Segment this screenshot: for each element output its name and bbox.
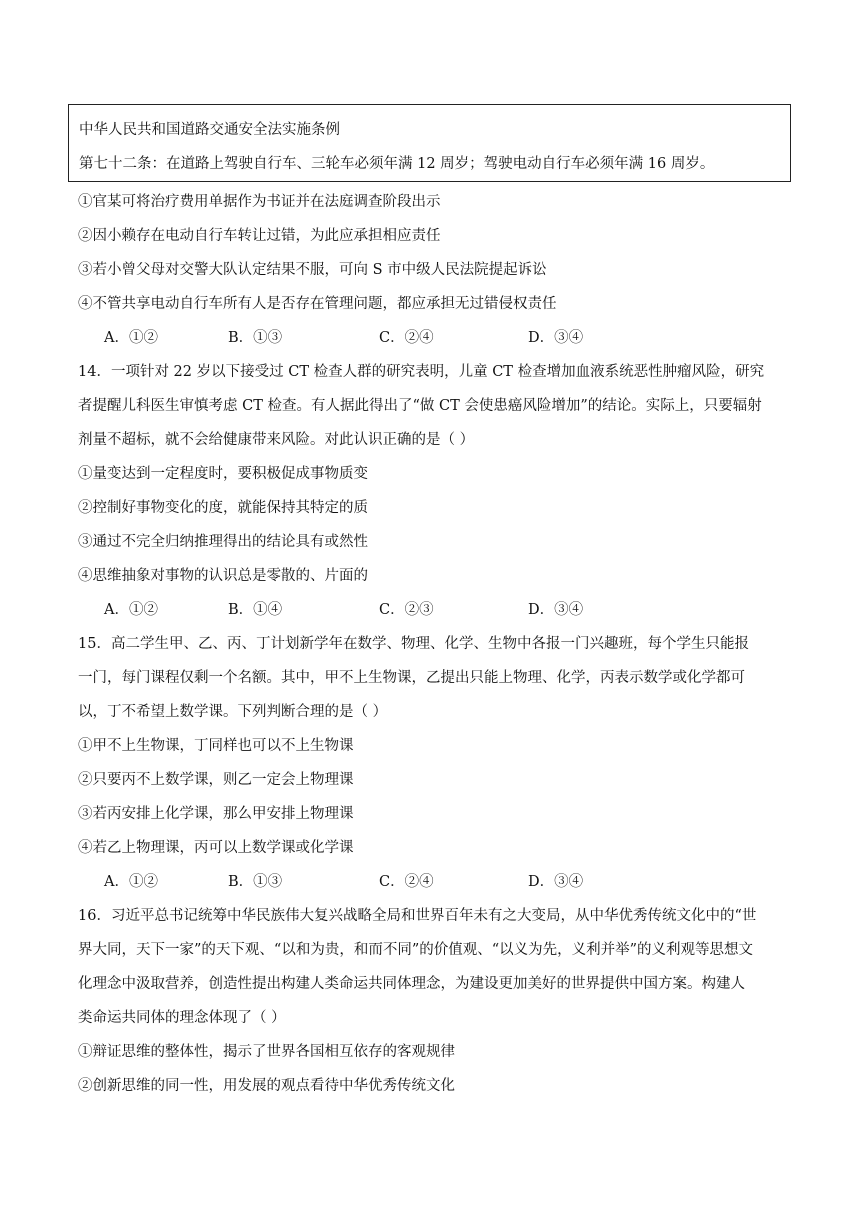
law-article: 第七十二条：在道路上驾驶自行车、三轮车必须年满 12 周岁；驾驶电动自行车必须年满 16 周岁。 xyxy=(79,156,715,172)
q14-option-4: ④思维抽象对事物的认识总是零散的、片面的 xyxy=(78,568,368,584)
q14-option-3: ③通过不完全归纳推理得出的结论具有或然性 xyxy=(78,534,368,550)
q14-option-2: ②控制好事物变化的度，就能保持其特定的质 xyxy=(78,500,368,516)
q14-stem-line-2: 者提醒儿科医生审慎考虑 CT 检查。有人据此得出了“做 CT 会使患癌风险增加”的结论。实际上，只要辐射 xyxy=(78,398,762,414)
q15-stem-line-2: 一门，每门课程仅剩一个名额。其中，甲不上生物课，乙提出只能上物理、化学，丙表示数学或化学都可 xyxy=(78,670,745,686)
q16-stem-line-4: 类命运共同体的理念体现了（ ） xyxy=(78,1010,286,1026)
q13-option-1: ①官某可将治疗费用单据作为书证并在法庭调查阶段出示 xyxy=(78,194,441,210)
q14-option-1: ①量变达到一定程度时，要积极促成事物质变 xyxy=(78,466,368,482)
law-excerpt-box xyxy=(68,104,791,182)
q15-stem-line-3: 以，丁不希望上数学课。下列判断合理的是（ ） xyxy=(78,704,388,720)
q16-stem-line-2: 界大同，天下一家”的天下观、“以和为贵，和而不同”的价值观、“以义为先，义利并举”的义利观等思想文 xyxy=(78,942,754,958)
q15-choice-d: D．③④ xyxy=(528,874,584,890)
q15-stem-line-1: 15．高二学生甲、乙、丙、丁计划新学年在数学、物理、化学、生物中各报一门兴趣班，每个学生只能报 xyxy=(78,636,749,652)
q15-choice-a: A．①② xyxy=(104,874,158,890)
q16-stem-line-3: 化理念中汲取营养，创造性提出构建人类命运共同体理念，为建设更加美好的世界提供中国方案。构建人 xyxy=(78,976,745,992)
q15-choice-c: C．②④ xyxy=(379,874,434,890)
q14-choice-d: D．③④ xyxy=(528,602,584,618)
q16-option-1: ①辩证思维的整体性，揭示了世界各国相互依存的客观规律 xyxy=(78,1044,455,1060)
q13-choice-b: B．①③ xyxy=(228,330,283,346)
q16-option-2: ②创新思维的同一性，用发展的观点看待中华优秀传统文化 xyxy=(78,1078,455,1094)
q14-choice-b: B．①④ xyxy=(228,602,283,618)
q15-choice-b: B．①③ xyxy=(228,874,283,890)
law-title: 中华人民共和国道路交通安全法实施条例 xyxy=(79,122,340,138)
q13-choice-d: D．③④ xyxy=(528,330,584,346)
q13-option-3: ③若小曾父母对交警大队认定结果不服，可向 S 市中级人民法院提起诉讼 xyxy=(78,262,547,278)
q15-option-2: ②只要丙不上数学课，则乙一定会上物理课 xyxy=(78,772,354,788)
q13-option-4: ④不管共享电动自行车所有人是否存在管理问题，都应承担无过错侵权责任 xyxy=(78,296,557,312)
q14-choice-c: C．②③ xyxy=(379,602,434,618)
q14-stem-line-3: 剂量不超标，就不会给健康带来风险。对此认识正确的是（ ） xyxy=(78,432,475,448)
q14-stem-line-1: 14．一项针对 22 岁以下接受过 CT 检查人群的研究表明，儿童 CT 检查增加血液系统恶性肿瘤风险，研究 xyxy=(78,364,765,380)
q13-choice-a: A．①② xyxy=(104,330,158,346)
q15-option-1: ①甲不上生物课，丁同样也可以不上生物课 xyxy=(78,738,354,754)
q15-option-4: ④若乙上物理课，丙可以上数学课或化学课 xyxy=(78,840,354,856)
q13-option-2: ②因小赖存在电动自行车转让过错，为此应承担相应责任 xyxy=(78,228,441,244)
q15-option-3: ③若丙安排上化学课，那么甲安排上物理课 xyxy=(78,806,354,822)
q14-choice-a: A．①② xyxy=(104,602,158,618)
q16-stem-line-1: 16．习近平总书记统筹中华民族伟大复兴战略全局和世界百年未有之大变局，从中华优秀传统文化中的“世 xyxy=(78,908,757,924)
q13-choice-c: C．②④ xyxy=(379,330,434,346)
